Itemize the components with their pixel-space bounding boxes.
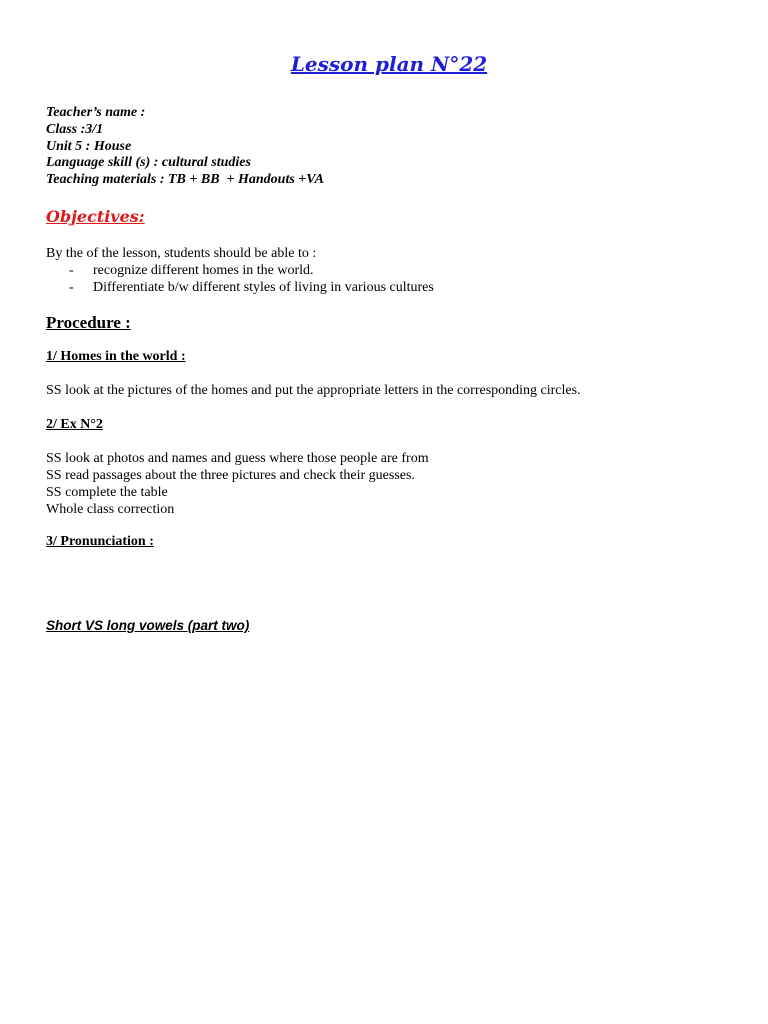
objectives-list: [46, 262, 434, 296]
body-line: SS read passages about the three pictures and check their guesses.: [46, 468, 415, 483]
objective-item: [69, 279, 434, 296]
objective-text: Differentiate b/w different styles of living in various cultures: [93, 280, 434, 295]
objectives-heading: Objectives:: [46, 207, 145, 226]
body-line: SS complete the table: [46, 485, 168, 500]
objective-text: recognize different homes in the world.: [93, 263, 314, 278]
objectives-intro: By the of the lesson, students should be able to :: [46, 246, 317, 261]
section-heading-exercise: 2/ Ex N°2: [46, 417, 103, 432]
section-heading-pronunciation: 3/ Pronunciation :: [46, 534, 154, 549]
body-line: Whole class correction: [46, 502, 175, 517]
list-dash: -: [69, 263, 74, 278]
teaching-materials-label: Teaching materials : TB + BB + Handouts +VA: [46, 172, 324, 188]
objectives-section: [46, 245, 434, 296]
pronunciation-topic: Short VS long vowels (part two): [46, 618, 250, 633]
page-title: Lesson plan N°22: [290, 52, 488, 76]
teacher-name-label: Teacher’s name :: [46, 105, 146, 120]
unit-label: Unit 5 : House: [46, 138, 132, 154]
list-dash: -: [69, 280, 74, 295]
section-body-exercise: [46, 450, 429, 518]
body-line: SS look at the pictures of the homes and put the appropriate letters in the corresponding circles.: [46, 383, 581, 398]
objective-item: [69, 262, 434, 279]
procedure-heading: Procedure :: [46, 313, 131, 332]
language-skill-label: Language skill (s) : cultural studies: [46, 155, 251, 171]
section-heading-homes: 1/ Homes in the world :: [46, 349, 186, 364]
section-body-homes: [46, 382, 581, 399]
body-line: SS look at photos and names and guess where those people are from: [46, 451, 429, 466]
class-label: Class :3/1: [46, 121, 104, 137]
lesson-header-info: [46, 105, 324, 189]
